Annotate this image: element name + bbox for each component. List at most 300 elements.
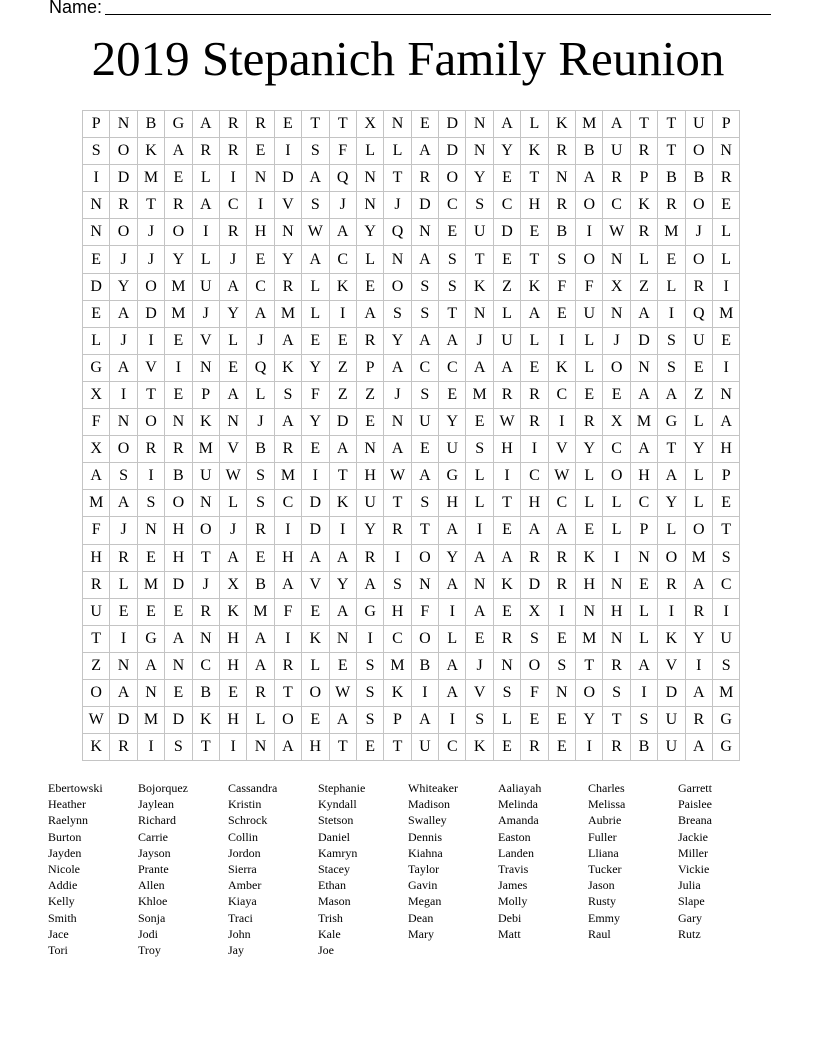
grid-cell[interactable]: S xyxy=(411,273,438,300)
grid-cell[interactable]: M xyxy=(576,625,603,652)
grid-cell[interactable]: L xyxy=(219,327,246,354)
grid-cell[interactable]: E xyxy=(274,111,301,138)
grid-cell[interactable]: Y xyxy=(439,409,466,436)
grid-cell[interactable]: I xyxy=(493,463,520,490)
grid-cell[interactable]: A xyxy=(247,625,274,652)
grid-cell[interactable]: O xyxy=(685,246,712,273)
grid-cell[interactable]: N xyxy=(192,354,219,381)
grid-cell[interactable]: T xyxy=(83,625,110,652)
grid-cell[interactable]: A xyxy=(630,652,657,679)
grid-cell[interactable]: K xyxy=(137,138,164,165)
grid-cell[interactable]: V xyxy=(302,571,329,598)
grid-cell[interactable]: I xyxy=(712,354,739,381)
grid-cell[interactable]: E xyxy=(712,192,739,219)
grid-cell[interactable]: K xyxy=(548,111,575,138)
grid-cell[interactable]: Y xyxy=(274,246,301,273)
grid-cell[interactable]: F xyxy=(521,679,548,706)
grid-cell[interactable]: R xyxy=(603,165,630,192)
grid-cell[interactable]: S xyxy=(630,707,657,734)
grid-cell[interactable]: V xyxy=(274,192,301,219)
grid-cell[interactable]: G xyxy=(356,598,383,625)
grid-cell[interactable]: O xyxy=(192,517,219,544)
grid-cell[interactable]: H xyxy=(219,652,246,679)
grid-cell[interactable]: A xyxy=(630,381,657,408)
grid-cell[interactable]: M xyxy=(384,652,411,679)
grid-cell[interactable]: S xyxy=(411,490,438,517)
grid-cell[interactable]: E xyxy=(521,219,548,246)
grid-cell[interactable]: S xyxy=(466,192,493,219)
grid-cell[interactable]: T xyxy=(521,165,548,192)
grid-cell[interactable]: N xyxy=(630,354,657,381)
grid-cell[interactable]: R xyxy=(685,273,712,300)
grid-cell[interactable]: J xyxy=(137,246,164,273)
grid-cell[interactable]: I xyxy=(110,625,137,652)
grid-cell[interactable]: M xyxy=(165,300,192,327)
grid-cell[interactable]: T xyxy=(576,652,603,679)
grid-cell[interactable]: C xyxy=(439,192,466,219)
grid-cell[interactable]: C xyxy=(192,652,219,679)
grid-cell[interactable]: A xyxy=(411,463,438,490)
grid-cell[interactable]: A xyxy=(493,111,520,138)
grid-cell[interactable]: I xyxy=(165,354,192,381)
grid-cell[interactable]: D xyxy=(302,490,329,517)
grid-cell[interactable]: H xyxy=(219,625,246,652)
grid-cell[interactable]: E xyxy=(83,246,110,273)
grid-cell[interactable]: E xyxy=(247,246,274,273)
grid-cell[interactable]: A xyxy=(439,571,466,598)
grid-cell[interactable]: L xyxy=(603,517,630,544)
grid-cell[interactable]: L xyxy=(356,246,383,273)
grid-cell[interactable]: W xyxy=(83,707,110,734)
grid-cell[interactable]: K xyxy=(548,354,575,381)
grid-cell[interactable]: J xyxy=(110,327,137,354)
grid-cell[interactable]: E xyxy=(165,327,192,354)
grid-cell[interactable]: A xyxy=(165,625,192,652)
grid-cell[interactable]: X xyxy=(83,381,110,408)
grid-cell[interactable]: T xyxy=(302,111,329,138)
grid-cell[interactable]: U xyxy=(712,625,739,652)
grid-cell[interactable]: U xyxy=(658,707,685,734)
grid-cell[interactable]: H xyxy=(247,219,274,246)
grid-cell[interactable]: I xyxy=(274,138,301,165)
grid-cell[interactable]: I xyxy=(219,734,246,761)
grid-cell[interactable]: E xyxy=(521,354,548,381)
grid-cell[interactable]: S xyxy=(110,463,137,490)
grid-cell[interactable]: B xyxy=(247,571,274,598)
grid-cell[interactable]: A xyxy=(165,138,192,165)
grid-cell[interactable]: K xyxy=(192,707,219,734)
grid-cell[interactable]: E xyxy=(576,517,603,544)
grid-cell[interactable]: P xyxy=(192,381,219,408)
grid-cell[interactable]: J xyxy=(137,219,164,246)
grid-cell[interactable]: C xyxy=(630,490,657,517)
grid-cell[interactable]: K xyxy=(466,734,493,761)
grid-cell[interactable]: G xyxy=(83,354,110,381)
grid-cell[interactable]: Y xyxy=(356,517,383,544)
grid-cell[interactable]: N xyxy=(466,571,493,598)
grid-cell[interactable]: N xyxy=(411,571,438,598)
grid-cell[interactable]: U xyxy=(411,734,438,761)
grid-cell[interactable]: R xyxy=(247,679,274,706)
grid-cell[interactable]: U xyxy=(493,327,520,354)
grid-cell[interactable]: E xyxy=(411,111,438,138)
grid-cell[interactable]: A xyxy=(137,652,164,679)
grid-cell[interactable]: T xyxy=(439,300,466,327)
grid-cell[interactable]: S xyxy=(658,327,685,354)
grid-cell[interactable]: E xyxy=(219,679,246,706)
grid-cell[interactable]: I xyxy=(576,734,603,761)
grid-cell[interactable]: M xyxy=(712,300,739,327)
grid-cell[interactable]: J xyxy=(192,300,219,327)
grid-cell[interactable]: G xyxy=(712,734,739,761)
grid-cell[interactable]: N xyxy=(548,165,575,192)
grid-cell[interactable]: E xyxy=(302,436,329,463)
grid-cell[interactable]: I xyxy=(137,463,164,490)
grid-cell[interactable]: A xyxy=(658,381,685,408)
grid-cell[interactable]: B xyxy=(411,652,438,679)
grid-cell[interactable]: K xyxy=(83,734,110,761)
grid-cell[interactable]: A xyxy=(302,246,329,273)
grid-cell[interactable]: K xyxy=(658,625,685,652)
grid-cell[interactable]: E xyxy=(439,381,466,408)
grid-cell[interactable]: Z xyxy=(356,381,383,408)
grid-cell[interactable]: E xyxy=(712,327,739,354)
grid-cell[interactable]: I xyxy=(439,707,466,734)
grid-cell[interactable]: L xyxy=(466,490,493,517)
grid-cell[interactable]: M xyxy=(83,490,110,517)
grid-cell[interactable]: F xyxy=(411,598,438,625)
grid-cell[interactable]: N xyxy=(329,625,356,652)
grid-cell[interactable]: P xyxy=(712,111,739,138)
name-underline[interactable] xyxy=(105,0,771,15)
grid-cell[interactable]: X xyxy=(603,409,630,436)
grid-cell[interactable]: X xyxy=(603,273,630,300)
grid-cell[interactable]: J xyxy=(466,652,493,679)
grid-cell[interactable]: A xyxy=(439,679,466,706)
grid-cell[interactable]: T xyxy=(466,246,493,273)
grid-cell[interactable]: A xyxy=(548,517,575,544)
grid-cell[interactable]: N xyxy=(493,652,520,679)
grid-cell[interactable]: R xyxy=(603,734,630,761)
grid-cell[interactable]: S xyxy=(411,381,438,408)
grid-cell[interactable]: R xyxy=(83,571,110,598)
grid-cell[interactable]: S xyxy=(548,246,575,273)
grid-cell[interactable]: G xyxy=(712,707,739,734)
grid-cell[interactable]: Q xyxy=(685,300,712,327)
grid-cell[interactable]: W xyxy=(302,219,329,246)
grid-cell[interactable]: O xyxy=(439,165,466,192)
grid-cell[interactable]: H xyxy=(712,436,739,463)
grid-cell[interactable]: S xyxy=(493,679,520,706)
grid-cell[interactable]: N xyxy=(110,652,137,679)
grid-cell[interactable]: R xyxy=(548,571,575,598)
grid-cell[interactable]: L xyxy=(630,625,657,652)
grid-cell[interactable]: O xyxy=(83,679,110,706)
grid-cell[interactable]: I xyxy=(192,219,219,246)
grid-cell[interactable]: A xyxy=(356,571,383,598)
grid-cell[interactable]: O xyxy=(274,707,301,734)
grid-cell[interactable]: C xyxy=(411,354,438,381)
grid-cell[interactable]: S xyxy=(384,571,411,598)
grid-cell[interactable]: G xyxy=(137,625,164,652)
grid-cell[interactable]: L xyxy=(302,273,329,300)
grid-cell[interactable]: A xyxy=(329,544,356,571)
grid-cell[interactable]: V xyxy=(548,436,575,463)
grid-cell[interactable]: R xyxy=(192,138,219,165)
grid-cell[interactable]: D xyxy=(411,192,438,219)
grid-cell[interactable]: N xyxy=(83,192,110,219)
grid-cell[interactable]: J xyxy=(192,571,219,598)
grid-cell[interactable]: G xyxy=(658,409,685,436)
grid-cell[interactable]: I xyxy=(712,598,739,625)
grid-cell[interactable]: O xyxy=(411,544,438,571)
grid-cell[interactable]: E xyxy=(603,381,630,408)
grid-cell[interactable]: S xyxy=(603,679,630,706)
grid-cell[interactable]: E xyxy=(302,707,329,734)
grid-cell[interactable]: M xyxy=(247,598,274,625)
grid-cell[interactable]: J xyxy=(247,327,274,354)
grid-cell[interactable]: U xyxy=(603,138,630,165)
grid-cell[interactable]: S xyxy=(356,679,383,706)
grid-cell[interactable]: R xyxy=(274,436,301,463)
grid-cell[interactable]: M xyxy=(466,381,493,408)
grid-cell[interactable]: C xyxy=(548,381,575,408)
grid-cell[interactable]: J xyxy=(384,381,411,408)
grid-cell[interactable]: A xyxy=(658,463,685,490)
grid-cell[interactable]: S xyxy=(137,490,164,517)
grid-cell[interactable]: E xyxy=(548,734,575,761)
grid-cell[interactable]: W xyxy=(493,409,520,436)
grid-cell[interactable]: N xyxy=(274,219,301,246)
grid-cell[interactable]: I xyxy=(384,544,411,571)
grid-cell[interactable]: N xyxy=(247,734,274,761)
grid-cell[interactable]: C xyxy=(439,734,466,761)
grid-cell[interactable]: P xyxy=(83,111,110,138)
grid-cell[interactable]: R xyxy=(274,652,301,679)
grid-cell[interactable]: D xyxy=(110,165,137,192)
grid-cell[interactable]: R xyxy=(165,192,192,219)
grid-cell[interactable]: I xyxy=(137,734,164,761)
grid-cell[interactable]: R xyxy=(219,138,246,165)
grid-cell[interactable]: U xyxy=(439,436,466,463)
grid-cell[interactable]: O xyxy=(384,273,411,300)
grid-cell[interactable]: Y xyxy=(356,219,383,246)
grid-cell[interactable]: E xyxy=(712,490,739,517)
grid-cell[interactable]: A xyxy=(685,571,712,598)
grid-cell[interactable]: I xyxy=(658,300,685,327)
grid-cell[interactable]: A xyxy=(302,544,329,571)
grid-cell[interactable]: L xyxy=(658,273,685,300)
grid-cell[interactable]: E xyxy=(466,625,493,652)
grid-cell[interactable]: R xyxy=(712,165,739,192)
grid-cell[interactable]: W xyxy=(548,463,575,490)
grid-cell[interactable]: E xyxy=(247,138,274,165)
grid-cell[interactable]: R xyxy=(576,409,603,436)
grid-cell[interactable]: A xyxy=(329,707,356,734)
grid-cell[interactable]: L xyxy=(110,571,137,598)
grid-cell[interactable]: L xyxy=(356,138,383,165)
grid-cell[interactable]: A xyxy=(274,409,301,436)
grid-cell[interactable]: E xyxy=(548,625,575,652)
grid-cell[interactable]: E xyxy=(137,544,164,571)
grid-cell[interactable]: R xyxy=(685,598,712,625)
grid-cell[interactable]: O xyxy=(603,463,630,490)
grid-cell[interactable]: B xyxy=(685,165,712,192)
grid-cell[interactable]: W xyxy=(329,679,356,706)
grid-cell[interactable]: I xyxy=(576,219,603,246)
grid-cell[interactable]: Y xyxy=(576,436,603,463)
grid-cell[interactable]: A xyxy=(274,734,301,761)
grid-cell[interactable]: A xyxy=(247,652,274,679)
grid-cell[interactable]: H xyxy=(603,598,630,625)
grid-cell[interactable]: Y xyxy=(576,707,603,734)
grid-cell[interactable]: L xyxy=(576,327,603,354)
grid-cell[interactable]: J xyxy=(384,192,411,219)
grid-cell[interactable]: A xyxy=(439,517,466,544)
grid-cell[interactable]: R xyxy=(548,138,575,165)
grid-cell[interactable]: A xyxy=(466,354,493,381)
grid-cell[interactable]: N xyxy=(712,138,739,165)
grid-cell[interactable]: H xyxy=(219,707,246,734)
grid-cell[interactable]: L xyxy=(83,327,110,354)
grid-cell[interactable]: C xyxy=(329,246,356,273)
grid-cell[interactable]: X xyxy=(521,598,548,625)
grid-cell[interactable]: R xyxy=(658,571,685,598)
grid-cell[interactable]: A xyxy=(219,381,246,408)
grid-cell[interactable]: Y xyxy=(329,571,356,598)
grid-cell[interactable]: O xyxy=(685,192,712,219)
grid-cell[interactable]: D xyxy=(137,300,164,327)
grid-cell[interactable]: A xyxy=(274,571,301,598)
grid-cell[interactable]: Y xyxy=(493,138,520,165)
grid-cell[interactable]: O xyxy=(137,273,164,300)
grid-cell[interactable]: D xyxy=(83,273,110,300)
grid-cell[interactable]: E xyxy=(548,707,575,734)
grid-cell[interactable]: R xyxy=(493,625,520,652)
grid-cell[interactable]: D xyxy=(658,679,685,706)
grid-cell[interactable]: X xyxy=(356,111,383,138)
grid-cell[interactable]: N xyxy=(466,138,493,165)
grid-cell[interactable]: E xyxy=(165,381,192,408)
grid-cell[interactable]: E xyxy=(165,165,192,192)
grid-cell[interactable]: E xyxy=(411,436,438,463)
grid-cell[interactable]: U xyxy=(192,463,219,490)
grid-cell[interactable]: O xyxy=(110,436,137,463)
grid-cell[interactable]: I xyxy=(548,409,575,436)
grid-cell[interactable]: Y xyxy=(302,409,329,436)
grid-cell[interactable]: O xyxy=(685,517,712,544)
grid-cell[interactable]: T xyxy=(658,436,685,463)
grid-cell[interactable]: I xyxy=(712,273,739,300)
grid-cell[interactable]: Y xyxy=(466,165,493,192)
grid-cell[interactable]: R xyxy=(658,192,685,219)
grid-cell[interactable]: I xyxy=(411,679,438,706)
grid-cell[interactable]: L xyxy=(219,490,246,517)
grid-cell[interactable]: N xyxy=(219,409,246,436)
grid-cell[interactable]: L xyxy=(603,490,630,517)
grid-cell[interactable]: B xyxy=(658,165,685,192)
grid-cell[interactable]: B xyxy=(137,111,164,138)
grid-cell[interactable]: A xyxy=(439,327,466,354)
grid-cell[interactable]: A xyxy=(521,517,548,544)
grid-cell[interactable]: V xyxy=(658,652,685,679)
grid-cell[interactable]: I xyxy=(630,679,657,706)
grid-cell[interactable]: Y xyxy=(165,246,192,273)
grid-cell[interactable]: J xyxy=(247,409,274,436)
grid-cell[interactable]: U xyxy=(576,300,603,327)
grid-cell[interactable]: N xyxy=(603,571,630,598)
grid-cell[interactable]: X xyxy=(219,571,246,598)
grid-cell[interactable]: S xyxy=(466,707,493,734)
grid-cell[interactable]: K xyxy=(192,409,219,436)
grid-cell[interactable]: L xyxy=(630,598,657,625)
grid-cell[interactable]: T xyxy=(329,111,356,138)
grid-cell[interactable]: N xyxy=(110,111,137,138)
grid-cell[interactable]: C xyxy=(247,273,274,300)
grid-cell[interactable]: Y xyxy=(219,300,246,327)
grid-cell[interactable]: U xyxy=(466,219,493,246)
grid-cell[interactable]: S xyxy=(247,490,274,517)
grid-cell[interactable]: E xyxy=(329,327,356,354)
grid-cell[interactable]: R xyxy=(110,192,137,219)
grid-cell[interactable]: K xyxy=(466,273,493,300)
grid-cell[interactable]: S xyxy=(302,138,329,165)
grid-cell[interactable]: K xyxy=(630,192,657,219)
grid-cell[interactable]: C xyxy=(219,192,246,219)
grid-cell[interactable]: I xyxy=(548,598,575,625)
grid-cell[interactable]: L xyxy=(685,409,712,436)
grid-cell[interactable]: N xyxy=(548,679,575,706)
grid-cell[interactable]: R xyxy=(247,517,274,544)
grid-cell[interactable]: V xyxy=(192,327,219,354)
grid-cell[interactable]: C xyxy=(548,490,575,517)
grid-cell[interactable]: J xyxy=(466,327,493,354)
grid-cell[interactable]: N xyxy=(356,436,383,463)
grid-cell[interactable]: K xyxy=(329,490,356,517)
grid-cell[interactable]: C xyxy=(521,463,548,490)
grid-cell[interactable]: I xyxy=(658,598,685,625)
grid-cell[interactable]: S xyxy=(712,544,739,571)
grid-cell[interactable]: L xyxy=(302,652,329,679)
grid-cell[interactable]: Y xyxy=(110,273,137,300)
grid-cell[interactable]: U xyxy=(356,490,383,517)
grid-cell[interactable]: E xyxy=(439,219,466,246)
grid-cell[interactable]: S xyxy=(83,138,110,165)
grid-cell[interactable]: A xyxy=(411,138,438,165)
grid-cell[interactable]: G xyxy=(165,111,192,138)
grid-cell[interactable]: L xyxy=(192,165,219,192)
grid-cell[interactable]: C xyxy=(712,571,739,598)
grid-cell[interactable]: B xyxy=(192,679,219,706)
grid-cell[interactable]: A xyxy=(439,652,466,679)
grid-cell[interactable]: A xyxy=(411,707,438,734)
grid-cell[interactable]: R xyxy=(247,111,274,138)
grid-cell[interactable]: Y xyxy=(685,625,712,652)
grid-cell[interactable]: E xyxy=(302,327,329,354)
grid-cell[interactable]: O xyxy=(521,652,548,679)
grid-cell[interactable]: Z xyxy=(83,652,110,679)
grid-cell[interactable]: B xyxy=(548,219,575,246)
grid-cell[interactable]: J xyxy=(219,517,246,544)
grid-cell[interactable]: E xyxy=(658,246,685,273)
grid-cell[interactable]: Y xyxy=(685,436,712,463)
grid-cell[interactable]: A xyxy=(110,490,137,517)
grid-cell[interactable]: L xyxy=(712,246,739,273)
grid-cell[interactable]: J xyxy=(329,192,356,219)
grid-cell[interactable]: S xyxy=(521,625,548,652)
grid-cell[interactable]: M xyxy=(137,165,164,192)
grid-cell[interactable]: K xyxy=(274,354,301,381)
